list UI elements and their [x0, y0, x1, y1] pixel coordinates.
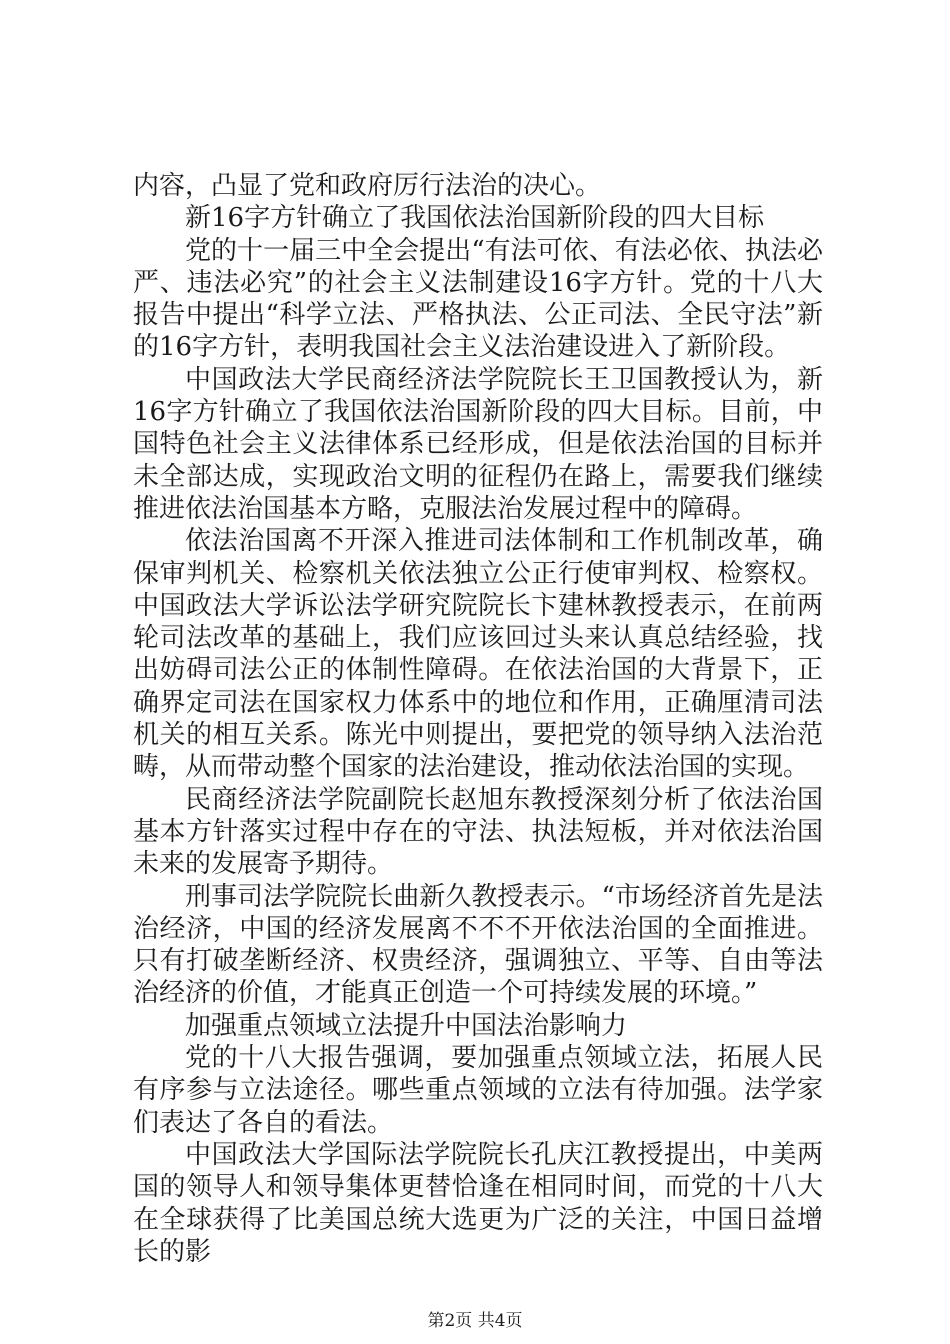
paragraph: 中国政法大学国际法学院院长孔庆江教授提出，中美两国的领导人和领导集体更替恰逢在相同时间，而党的十八大在全球获得了比美国总统大选更为广泛的关注，中国日益增长的影 — [133, 1139, 823, 1267]
paragraph: 中国政法大学民商经济法学院院长王卫国教授认为，新16字方针确立了我国依法治国新阶段的四大目标。目前，中国特色社会主义法律体系已经形成，但是依法治国的目标并未全部达成，实现政治文明的征程仍在路上，需要我们继续推进依法治国基本方略，克服法治发展过程中的障碍。 — [133, 364, 823, 524]
paragraph: 依法治国离不开深入推进司法体制和工作机制改革，确保审判机关、检察机关依法独立公正行使审判权、检察权。中国政法大学诉讼法学研究院院长卞建林教授表示，在前两轮司法改革的基础上，我们应该回过头来认真总结经验，找出妨碍司法公正的体制性障碍。在依法治国的大背景下，正确界定司法在国家权力体系中的地位和作用，正确厘清司法机关的相互关系。陈光中则提出，要把党的领导纳入法治范畴，从而带动整个国家的法治建设，推动依法治国的实现。 — [133, 526, 823, 783]
section-heading: 新16字方针确立了我国依法治国新阶段的四大目标 — [185, 203, 765, 234]
paragraph-continuation: 内容，凸显了党和政府厉行法治的决心。 — [133, 171, 602, 201]
paragraph: 刑事司法学院院长曲新久教授表示。“市场经济首先是法治经济，中国的经济发展离不不不开依法治国的全面推进。只有打破垄断经济、权贵经济，强调独立、平等、自由等法治经济的价值，才能真正创造一个可持续发展的环境。” — [133, 881, 823, 1009]
paragraph: 民商经济法学院副院长赵旭东教授深刻分析了依法治国基本方针落实过程中存在的守法、执法短板，并对依法治国未来的发展寄予期待。 — [133, 784, 823, 880]
paragraph: 党的十八大报告强调，要加强重点领域立法，拓展人民有序参与立法途径。哪些重点领域的立法有待加强。法学家们表达了各自的看法。 — [133, 1043, 823, 1138]
section-heading: 加强重点领域立法提升中国法治影响力 — [185, 1010, 628, 1041]
page-footer: 第2页 共4页 — [427, 1311, 523, 1331]
document-body — [133, 170, 823, 1268]
paragraph: 党的十一届三中全会提出“有法可依、有法必依、执法必严、违法必究”的社会主义法制建设16字方针。党的十八大报告中提出“科学立法、严格执法、公正司法、全民守法”新的16字方针，表明我国社会主义法治建设进入了新阶段。 — [133, 235, 823, 363]
